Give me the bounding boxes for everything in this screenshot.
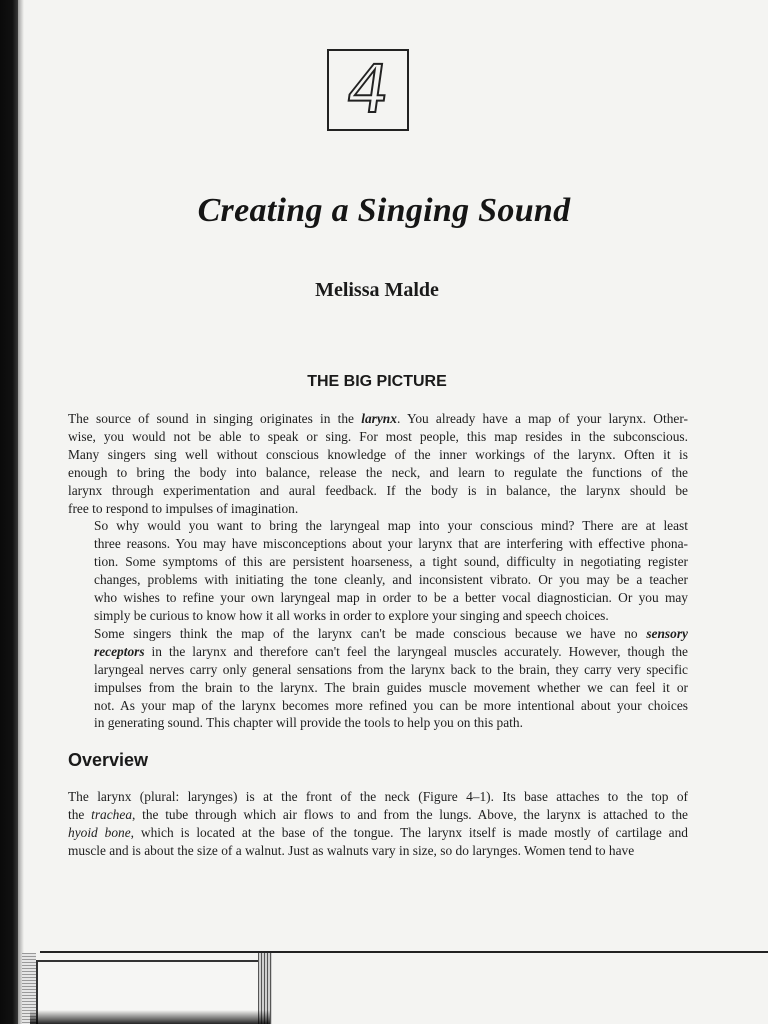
key-term: larynx [361, 411, 397, 426]
text-line: tion. Some symptoms of this are persistent hoarseness, a tight sound, difficulty in negotiating register [94, 554, 688, 570]
text-line: the trachea, the tube through which air flows to and from the lungs. Above, the larynx is attached to the [68, 806, 688, 822]
section-heading: THE BIG PICTURE [307, 373, 447, 390]
text-line: So why would you want to bring the laryngeal map into your conscious mind? There are at least [94, 518, 688, 534]
paragraph [68, 410, 688, 517]
text-line: free to respond to impulses of imagination. [68, 500, 299, 516]
text-line: muscle and is about the size of a walnut. Just as walnuts vary in size, so do larynges. Women tend to have [68, 842, 635, 858]
text-line: not. As your map of the larynx becomes more refined you can be more intentional about your choices [94, 697, 688, 713]
text-line: changes, problems with initiating the tone cleanly, and inconsistent vibrato. Or you may be a teacher [94, 572, 688, 588]
footer-rule [40, 951, 768, 953]
text-line: The larynx (plural: larynges) is at the front of the neck (Figure 4–1). Its base attaches to the top of [68, 789, 688, 804]
chapter-author: Melissa Malde [315, 279, 439, 301]
chapter-number-badge [327, 49, 409, 131]
text-line: who wishes to refine your own laryngeal map in order to be a better vocal diagnostician. Or you may [94, 590, 688, 606]
text-line: The source of sound in singing originates in the larynx. You already have a map of your larynx. Other- [68, 411, 688, 426]
key-term: sensory [646, 625, 688, 641]
text-line: laryngeal nerves carry only general sensations from the larynx back to the brain, they carry very specific [94, 661, 688, 677]
text-line: impulses from the brain to the larynx. The brain guides muscle movement whether we can feel it or [94, 679, 688, 695]
chapter-number: 4 [341, 51, 395, 128]
text-line: three reasons. You may have misconceptions about your larynx that are interfering with effective phona- [94, 536, 688, 552]
key-term: receptors [94, 643, 145, 659]
text-line: in generating sound. This chapter will provide the tools to help you on this path. [94, 715, 523, 731]
text-line: wise, you would not be able to speak or sing. For most people, this map resides in the subconscious. [68, 428, 688, 444]
text-line: receptors in the larynx and therefore can't feel the laryngeal muscles accurately. However, though the [94, 643, 688, 659]
key-term: hyoid bone [68, 824, 131, 840]
key-term: trachea [91, 806, 133, 822]
paragraph [68, 788, 688, 860]
text-line: hyoid bone, which is located at the base of the tongue. The larynx itself is made mostly of cartilage and [68, 824, 688, 840]
scan-binding-fade [18, 0, 24, 1024]
big-picture-body [68, 410, 688, 732]
scan-binding-shadow [0, 0, 18, 1024]
text-line: Some singers think the map of the larynx can't be made conscious because we have no sensory [94, 625, 688, 641]
text-line: simply be curious to know how it all works in order to explore your singing and speech choices. [94, 607, 609, 623]
text-line: Many singers sing well without conscious knowledge of the inner workings of the larynx. Often it is [68, 446, 688, 462]
scan-bottom-shadow [30, 1010, 270, 1024]
paragraph [68, 625, 688, 732]
overview-body [68, 788, 688, 860]
text-line: larynx through experimentation and aural feedback. If the body is in balance, the larynx should be [68, 482, 688, 498]
paragraph [68, 517, 688, 624]
chapter-title: Creating a Singing Sound [197, 192, 571, 229]
text-line: enough to bring the body into balance, release the neck, and learn to regulate the functions of the [68, 464, 688, 480]
overview-heading: Overview [68, 750, 149, 770]
